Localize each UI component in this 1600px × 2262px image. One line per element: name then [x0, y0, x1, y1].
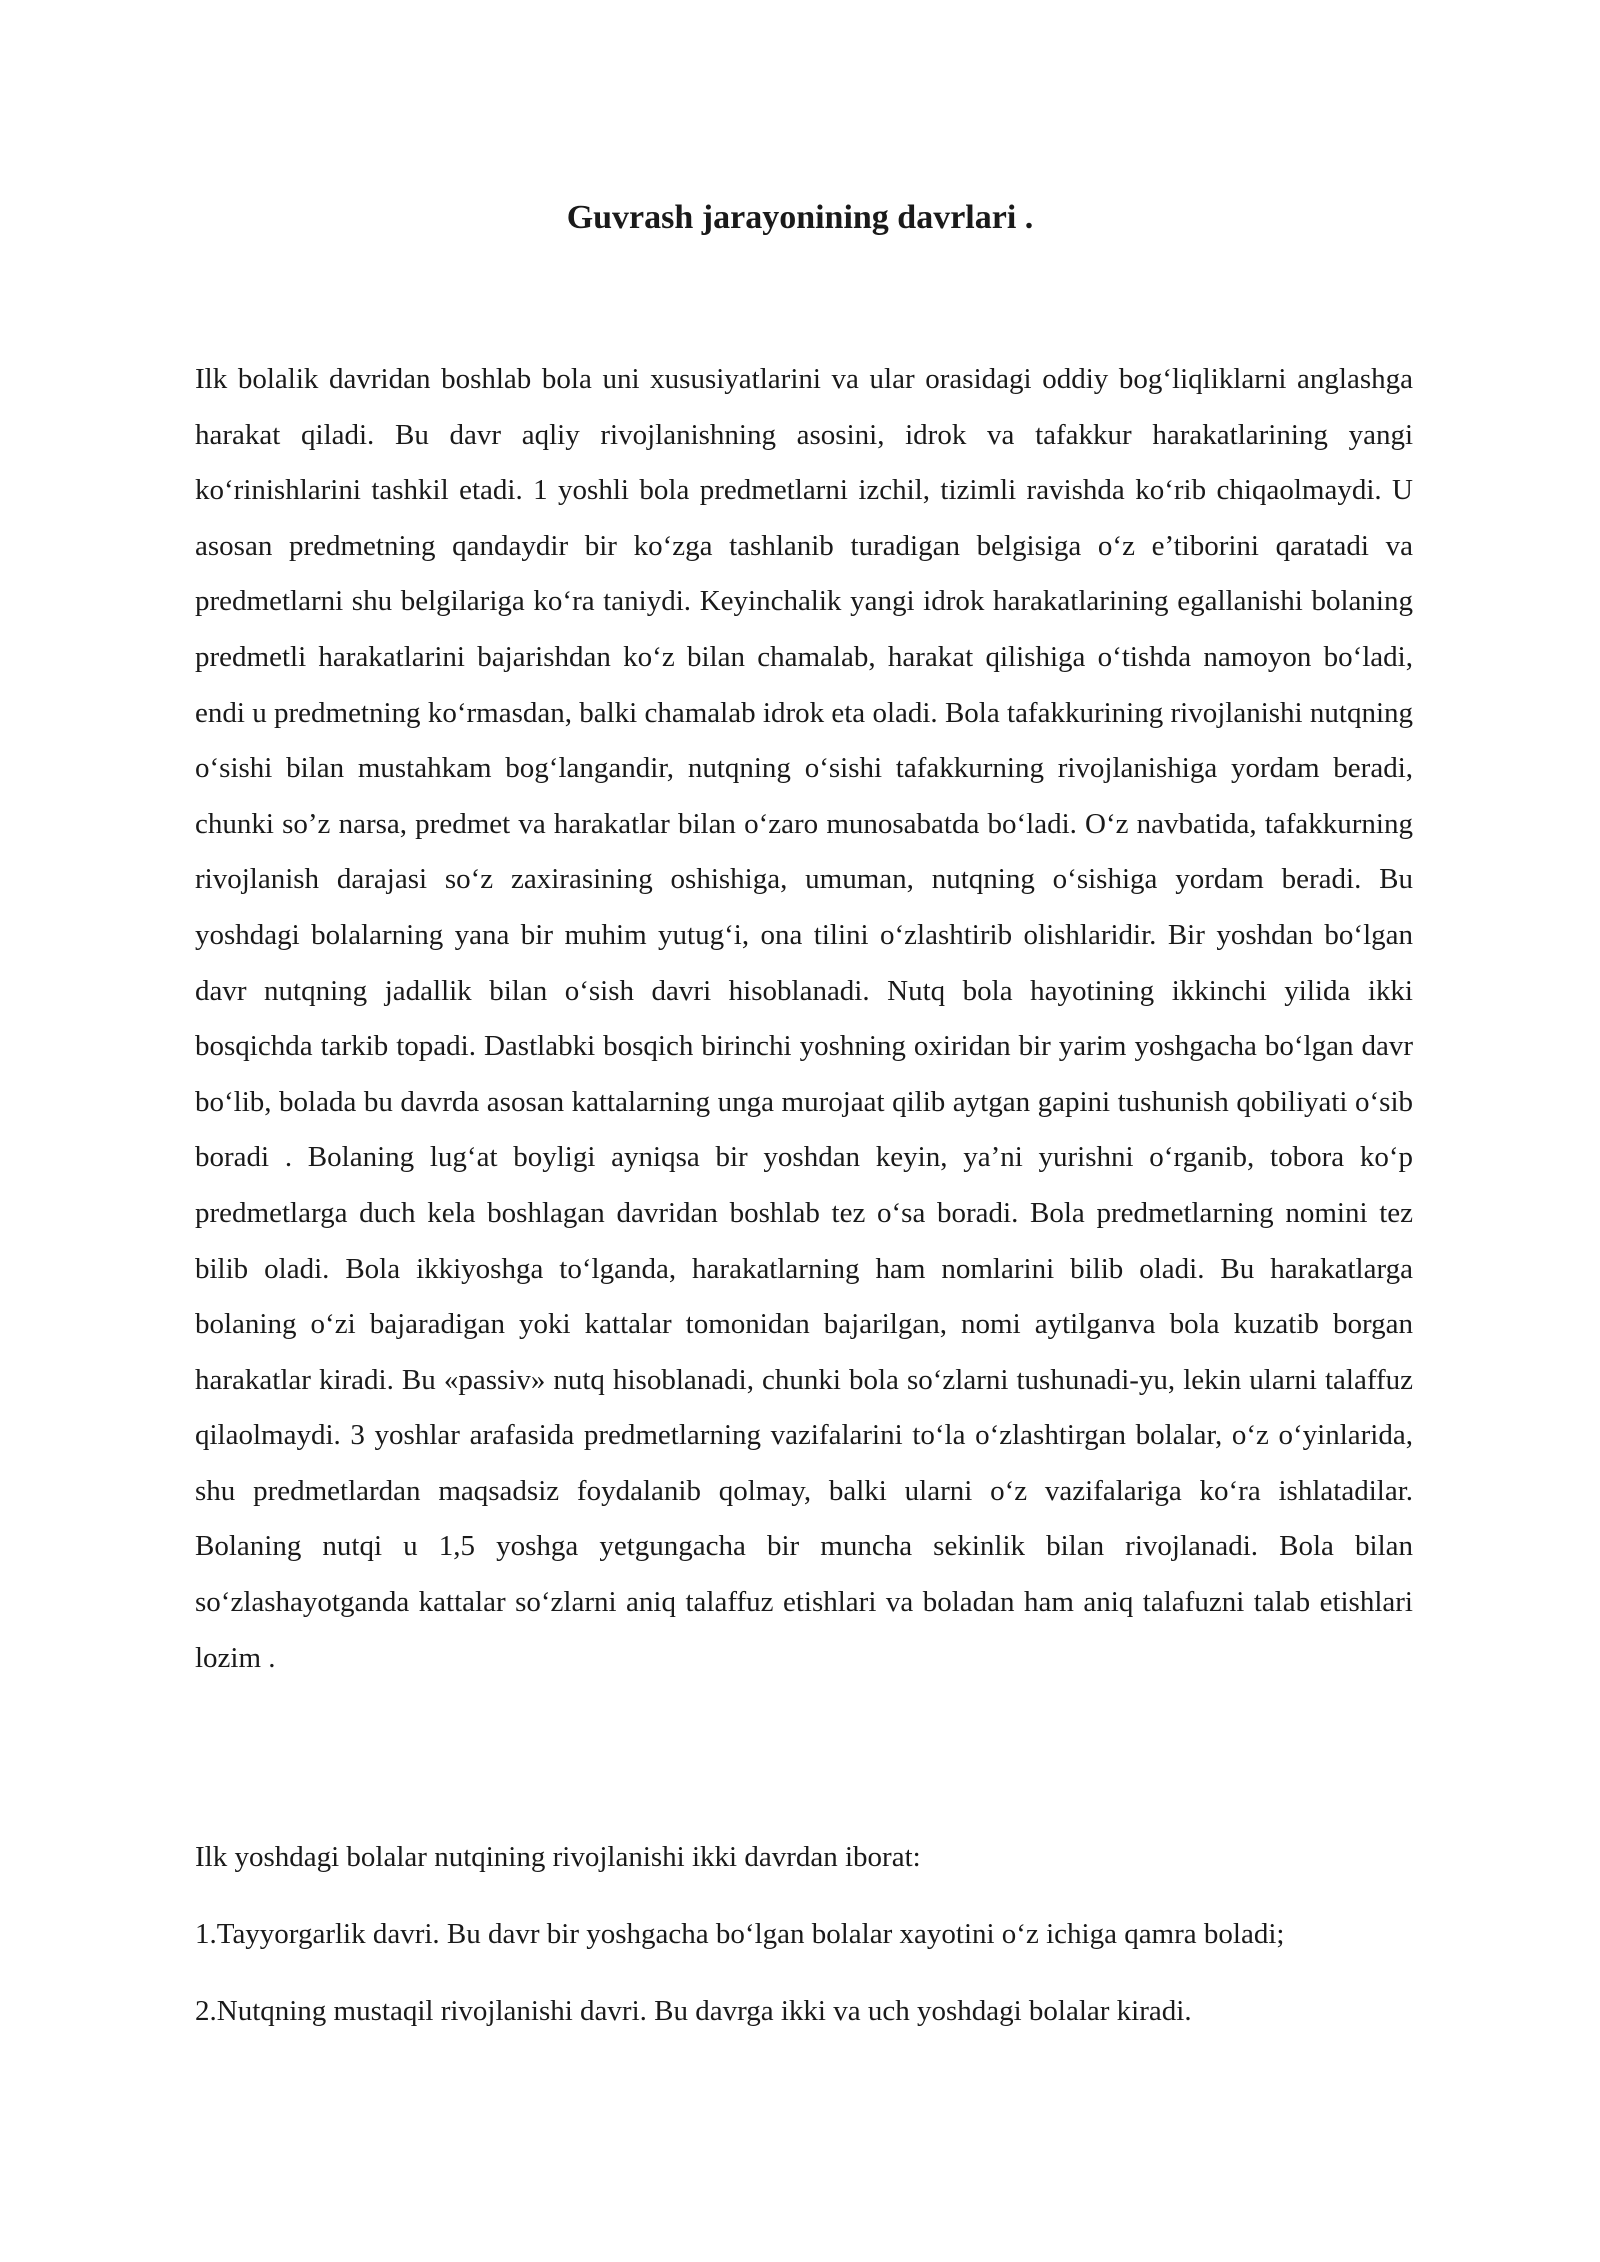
- body-paragraph-main: Ilk bolalik davridan boshlab bola uni xususiyatlarini va ular orasidagi oddiy bog‘liqliklarni anglashga harakat qiladi. Bu davr aqliy rivojlanishning asosini, idrok va tafakkur harakatlarining yangi ko‘rinishlarini tashkil etadi. 1 yoshli bola predmetlarni izchil, tizimli ravishda ko‘rib chiqaolmaydi. U asosan predmetning qandaydir bir ko‘zga tashlanib turadigan belgisiga o‘z e’tiborini qaratadi va predmetlarni shu belgilariga ko‘ra taniydi. Keyinchalik yangi idrok harakatlarining egallanishi bolaning predmetli harakatlarini bajarishdan ko‘z bilan chamalab, harakat qilishiga o‘tishda namoyon bo‘ladi, endi u predmetning ko‘rmasdan, balki chamalab idrok eta oladi. Bola tafakkurining rivojlanishi nutqning o‘sishi bilan mustahkam bog‘langandir, nutqning o‘sishi tafakkurning rivojlanishiga yordam beradi, chunki so’z narsa, predmet va harakatlar bilan o‘zaro munosabatda bo‘ladi. O‘z navbatida, tafakkurning rivojlanish darajasi so‘z zaxirasining oshishiga, umuman, nutqning o‘sishiga yordam beradi. Bu yoshdagi bolalarning yana bir muhim yutug‘i, ona tilini o‘zlashtirib olishlaridir. Bir yoshdan bo‘lgan davr nutqning jadallik bilan o‘sish davri hisoblanadi. Nutq bola hayotining ikkinchi yilida ikki bosqichda tarkib topadi. Dastlabki bosqich birinchi yoshning oxiridan bir yarim yoshgacha bo‘lgan davr bo‘lib, bolada bu davrda asosan kattalarning unga murojaat qilib aytgan gapini tushunish qobiliyati o‘sib boradi . Bolaning lug‘at boyligi ayniqsa bir yoshdan keyin, ya’ni yurishni o‘rganib, tobora ko‘p predmetlarga duch kela boshlagan davridan boshlab tez o‘sa boradi. Bola predmetlarning nomini tez bilib oladi. Bola ikkiyoshga to‘lganda, harakatlarning ham nomlarini bilib oladi. Bu harakatlarga bolaning o‘zi bajaradigan yoki kattalar tomonidan bajarilgan, nomi aytilganva bola kuzatib borgan harakatlar kiradi. Bu «passiv» nutq hisoblanadi, chunki bola so‘zlarni tushunadi-yu, lekin ularni talaffuz qilaolmaydi. 3 yoshlar arafasida predmetlarning vazifalarini to‘la o‘zlashtirgan bolalar, o‘z o‘yinlarida, shu predmetlardan maqsadsiz foydalanib qolmay, balki ularni o‘z vazifalariga ko‘ra ishlatadilar. Bolaning nutqi u 1,5 yoshga yetgungacha bir muncha sekinlik bilan rivojlanadi. Bola bilan so‘zlashayotganda kattalar so‘zlarni aniq talaffuz etishlari va boladan ham aniq talafuzni talab etishlari lozim .: [195, 363, 1413, 1674]
- page-title: Guvrash jarayonining davrlari .: [566, 199, 1034, 236]
- list-item-2: 2.Nutqning mustaqil rivojlanishi davri. Bu davrga ikki va uch yoshdagi bolalar kiradi.: [195, 1995, 1192, 2027]
- body-paragraph-intro: Ilk yoshdagi bolalar nutqining rivojlanishi ikki davrdan iborat:: [195, 1841, 921, 1873]
- list-item-1: 1.Tayyorgarlik davri. Bu davr bir yoshgacha bo‘lgan bolalar xayotini o‘z ichiga qamra boladi;: [195, 1918, 1285, 1950]
